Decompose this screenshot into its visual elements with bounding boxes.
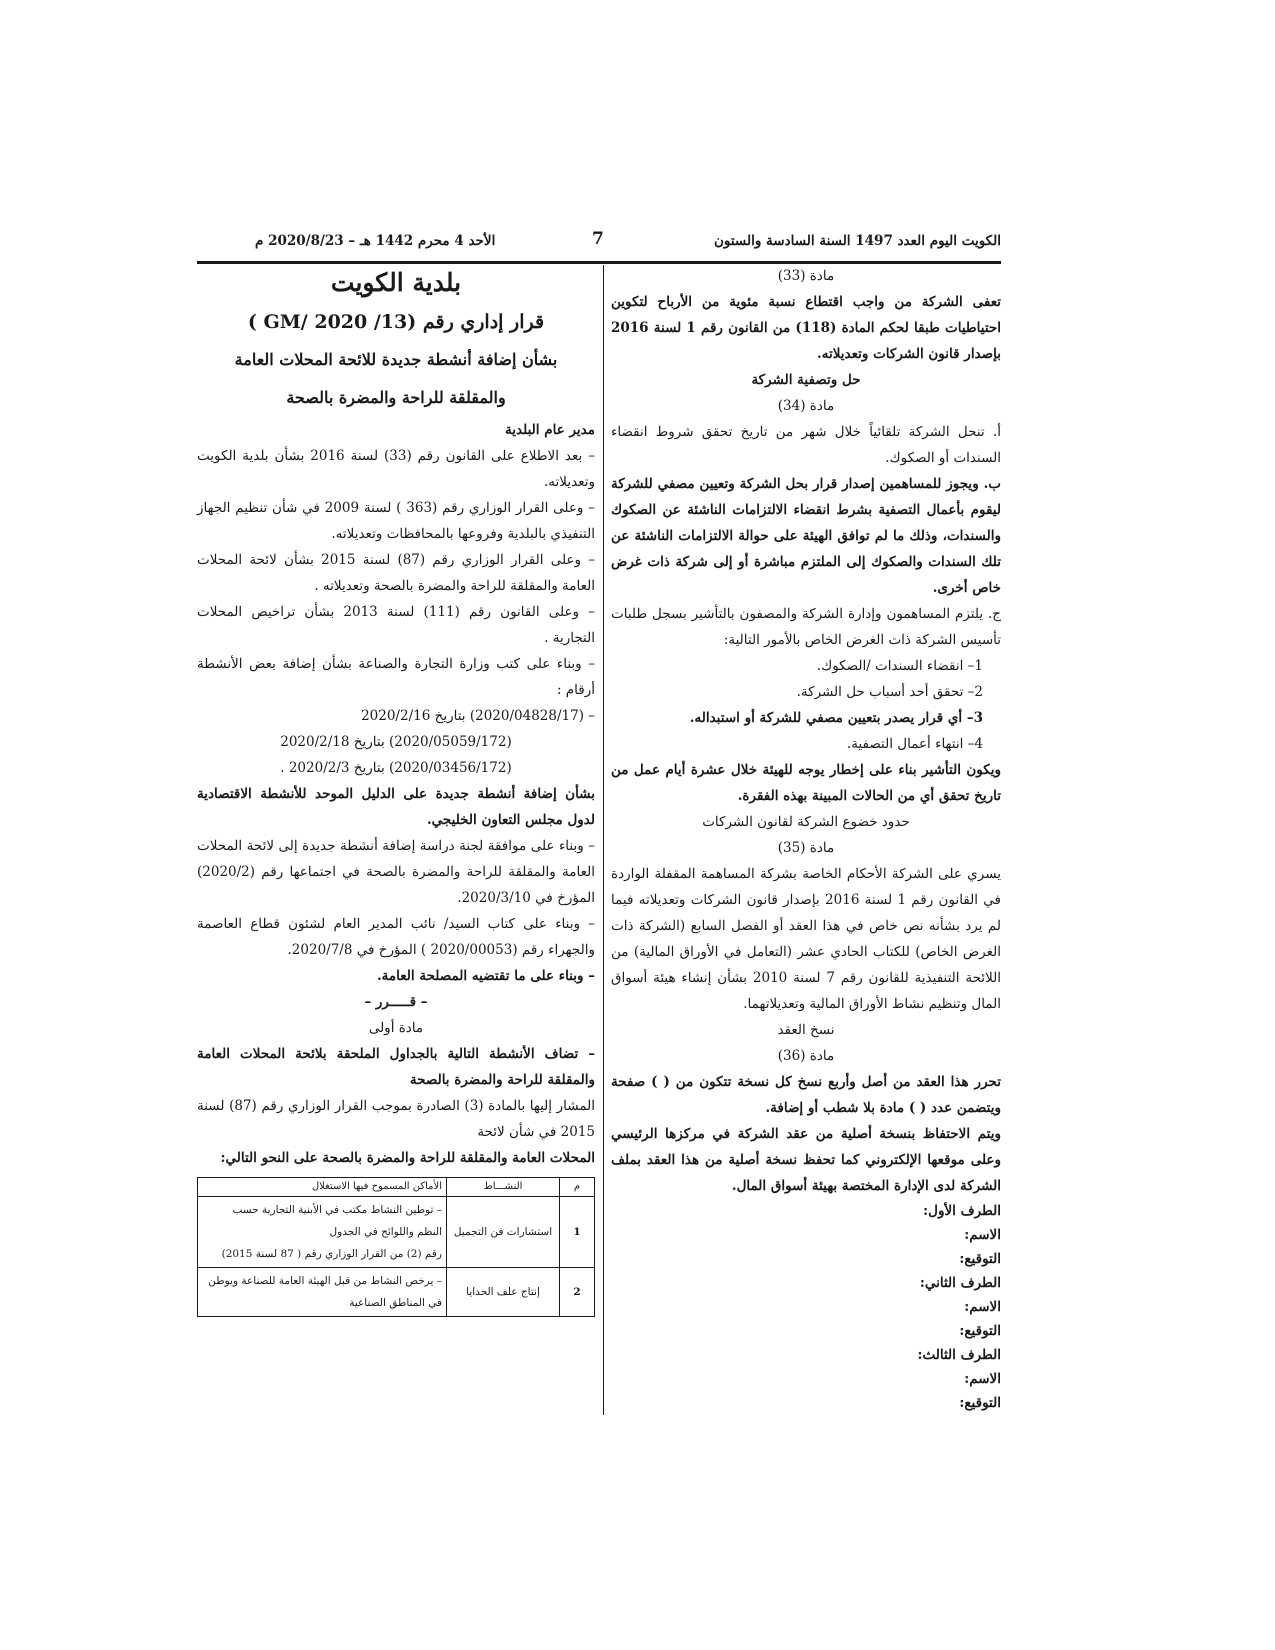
row-places-line: رقم (2) من القرار الوزاري رقم ( 87 لسنة 2015) (221, 1248, 442, 1260)
article-34-clause-c: ج. يلتزم المساهمون وإدارة الشركة والمصفون بالتأشير بسجل طلبات تأسيس الشركة ذات الغرض الخاص بالأمور التالية: (611, 606, 1001, 648)
preamble-item: – وبناء على كتاب السيد/ نائب المدير العام لشئون قطاع العاصمة والجهراء رقم (2020/00053 ) المؤرخ في 2020/7/8. (197, 916, 595, 958)
article-34-list-item: 4– انتهاء أعمال التصفية. (846, 736, 983, 752)
gulf-guide-text: بشأن إضافة أنشطة جديدة على الدليل الموحد للأنشطة الاقتصادية لدول مجلس التعاون الخليجي. (197, 786, 595, 828)
table-caption: المحلات العامة والمقلقة للراحة والمضرة بالصحة على النحو التالي: (220, 1150, 595, 1166)
row-places-line: – توطين النشاط مكتب في الأبنية التجارية حسب (232, 1204, 442, 1216)
director-title: مدير عام البلدية (505, 422, 595, 438)
preamble-item: – وبناء على ما تقتضيه المصلحة العامة. (376, 968, 595, 984)
signature-line: الطرف الثاني: (919, 1275, 1001, 1291)
article-34-title: مادة (34) (777, 398, 835, 414)
decision-subject-line-1: بشأن إضافة أنشطة جديدة للائحة المحلات العامة (234, 350, 558, 369)
preamble-item: – وعلى القرار الوزاري رقم (87) لسنة 2015 بشأن لائحة المحلات العامة والمقلقة للراحة والمضرة بالصحة وتعديلاته . (197, 552, 595, 594)
signature-line: التوقيع: (959, 1251, 1001, 1267)
article-35-title: مادة (35) (777, 840, 835, 856)
row-places-line: في المناطق الصناعية (349, 1297, 442, 1309)
copies-heading: نسخ العقد (777, 1022, 835, 1038)
decision-number: قرار إداري رقم (13/ GM/ 2020 ) (247, 311, 545, 333)
article-34-list-item: 3– أي قرار يصدر بتعيين مصفي للشركة أو استبداله. (689, 710, 983, 726)
row-activity: إنتاج علف الحدايا (447, 1268, 560, 1317)
article-34-clause-b: ب. ويجوز للمساهمين إصدار قرار بحل الشركة وتعيين مصفي للشركة ليقوم بأعمال التصفية بشرط انقضاء الالتزامات الناشئة عن الصكوك والسندات، وذلك ما لم توافق الهيئة على حوالة الالتزامات الناشئة عن تلك السندات والصكوك إلى الملتزم مباشرة أو إلى شركة ذات غرض خاص أخرى. (611, 476, 1001, 596)
row-activity: استشارات فن التجميل (447, 1197, 560, 1268)
letter-reference: – (2020/04828/17) بتاريخ 2020/2/16 (361, 708, 595, 724)
activities-table (197, 1177, 595, 1317)
municipality-title: بلدية الكويت (330, 268, 462, 297)
article-33-title: مادة (33) (777, 268, 835, 284)
row-places-line: النظم واللوائح في الجدول (329, 1226, 442, 1238)
header-page-number: 7 (592, 229, 604, 249)
row-places (198, 1268, 447, 1317)
row-number: 1 (560, 1197, 595, 1268)
preamble-item: – وبناء على موافقة لجنة دراسة إضافة أنشطة جديدة إلى لائحة المحلات العامة والمقلقة للراحة والمضرة بالصحة في اجتماعها رقم (2020/2) المؤرخ في 2020/3/10. (197, 838, 595, 906)
article-1-title: مادة أولى (368, 1020, 424, 1036)
table-row (198, 1197, 595, 1268)
article-34-note: ويكون التأشير بناء على إخطار يوجه للهيئة خلال عشرة أيام عمل من تاريخ تحقق أي من الحالات المبينة بهذه الفقرة. (611, 762, 1001, 804)
decides-heading: – قـــــرر – (364, 994, 428, 1010)
row-places (198, 1197, 447, 1268)
signature-line: التوقيع: (959, 1323, 1001, 1339)
letter-reference: (2020/03456/172) بتاريخ 2020/2/3 . (280, 760, 512, 776)
signature-block (611, 1199, 1001, 1415)
header-issue-info: الكويت اليوم العدد 1497 السنة السادسة والستون (713, 233, 1001, 249)
column-header-activity: النشـــاط (447, 1178, 560, 1197)
article-36-text: تحرر هذا العقد من أصل وأربع نسخ كل نسخة تتكون من ( ) صفحة ويتضمن عدد ( ) مادة بلا شطب أو إضافة. (611, 1074, 1001, 1116)
column-header-places: الأماكن المسموح فيها الاستغلال (198, 1178, 447, 1197)
table-row (198, 1268, 595, 1317)
article-34-list-item: 1– انقضاء السندات /الصكوك. (816, 658, 983, 674)
article-1-text: – تضاف الأنشطة التالية بالجداول الملحقة بلائحة المحلات العامة والمقلقة للراحة والمضرة بالصحة (197, 1046, 595, 1088)
gazette-page (197, 225, 1001, 1455)
signature-line: التوقيع: (959, 1395, 1001, 1411)
header-date: الأحد 4 محرم 1442 هـ – 2020/8/23 م (255, 233, 496, 249)
signature-line: الاسم: (964, 1227, 1001, 1243)
signature-line: الاسم: (964, 1371, 1001, 1387)
signature-line: الاسم: (964, 1299, 1001, 1315)
preamble-item: – وعلى القرار الوزاري رقم (363 ) لسنة 2009 في شأن تنظيم الجهاز التنفيذي بالبلدية وفروعها بالمحافظات وتعديلاته. (197, 500, 596, 542)
row-places-line: – يرخص النشاط من قبل الهيئة العامة للصناعة ويوطن (208, 1275, 442, 1287)
preamble-item: – وعلى القانون رقم (111) لسنة 2013 بشأن تراخيص المحلات التجارية . (197, 604, 595, 646)
article-36-text-2: ويتم الاحتفاظ بنسخة أصلية من عقد الشركة في مركزها الرئيسي وعلى موقعها الإلكتروني كما تحفظ نسخة أصلية من هذا العقد بملف الشركة لدى الإدارة المختصة بهيئة أسواق المال. (611, 1126, 1001, 1194)
page-header (197, 225, 1001, 264)
letter-reference: (2020/05059/172) بتاريخ 2020/2/18 (280, 734, 512, 750)
article-1-text-2: المشار إليها بالمادة (3) الصادرة بموجب القرار الوزاري رقم (87) لسنة 2015 في شأن لائحة (197, 1098, 595, 1140)
preamble-item: – وبناء على كتب وزارة التجارة والصناعة بشأن إضافة بعض الأنشطة أرقام : (197, 656, 595, 698)
decision-subject-line-2: والمقلقة للراحة والمضرة بالصحة (286, 388, 506, 407)
article-36-title: مادة (36) (777, 1048, 835, 1064)
preamble-item: – بعد الاطلاع على القانون رقم (33) لسنة 2016 بشأن بلدية الكويت وتعديلاته. (197, 448, 595, 490)
article-34-list-item: 2– تحقق أحد أسباب حل الشركة. (796, 684, 983, 700)
article-35-text: يسري على الشركة الأحكام الخاصة بشركة المساهمة المقفلة الواردة في القانون رقم 1 لسنة 2016 بإصدار قانون الشركات وتعديلاته فيما لم يرد بشأنه نص خاص في هذا العقد أو الفصل السابع (الشركة ذات الغرض الخاص) للكتاب الحادي عشر (التعامل في الأوراق المالية) من اللائحة التنفيذية للقانون رقم 7 لسنة 2010 بشأن إنشاء هيئة أسواق المال وتنظيم نشاط الأوراق المالية وتعديلاتهما. (611, 866, 1001, 1012)
signature-line: الطرف الثالث: (917, 1347, 1001, 1363)
left-column (197, 263, 595, 1317)
table-header-row (198, 1178, 595, 1197)
article-33-text: تعفى الشركة من واجب اقتطاع نسبة مئوية من الأرباح لتكوين احتياطيات طبقا لحكم المادة (118) من القانون رقم 1 لسنة 2016 بإصدار قانون الشركات وتعديلاته. (611, 294, 1001, 362)
row-number: 2 (560, 1268, 595, 1317)
scope-heading: حدود خضوع الشركة لقانون الشركات (702, 814, 910, 830)
right-column (611, 263, 1001, 1415)
article-34-clause-a: أ. تنحل الشركة تلقائياً خلال شهر من تاريخ تحقق شروط انقضاء السندات أو الصكوك. (611, 424, 1001, 466)
signature-line: الطرف الأول: (923, 1203, 1001, 1219)
dissolution-heading: حل وتصفية الشركة (751, 372, 861, 388)
column-header-number: م (560, 1178, 595, 1197)
column-divider (603, 265, 604, 1415)
